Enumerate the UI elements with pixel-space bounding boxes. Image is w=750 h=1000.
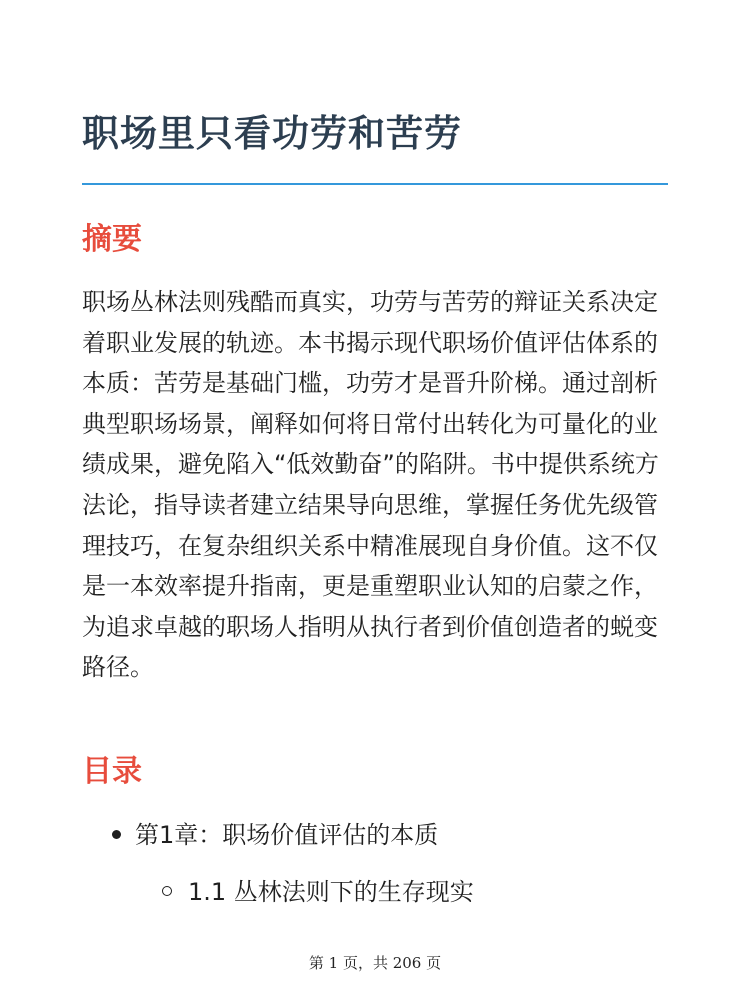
document-title: 职场里只看功劳和苦劳 xyxy=(82,112,462,155)
bullet-circle-icon xyxy=(162,886,172,896)
toc-heading: 目录 xyxy=(82,754,142,789)
abstract-text: 职场丛林法则残酷而真实，功劳与苦劳的辩证关系决定着职业发展的轨迹。本书揭示现代职场价值评估体系的本质：苦劳是基础门槛，功劳才是晋升阶梯。通过剖析典型职场场景，阐释如何将日常付出转化为可量化的业绩成果，避免陷入“低效勤奋”的陷阱。书中提供系统方法论，指导读者建立结果导向思维，掌握任务优先级管理技巧，在复杂组织关系中精准展现自身价值。这不仅是一本效率提升指南，更是重塑职业认知的启蒙之作，为追求卓越的职场人指明从执行者到价值创造者的蜕变路径。 xyxy=(82,288,659,682)
bullet-disc-icon xyxy=(112,830,121,839)
title-divider xyxy=(82,183,668,185)
page-number-footer: 第 1 页，共 206 页 xyxy=(308,954,442,972)
toc-item-section-1-1[interactable] xyxy=(162,877,474,907)
toc-item-label: 1.1 丛林法则下的生存现实 xyxy=(188,878,474,906)
toc-item-label: 第1章：职场价值评估的本质 xyxy=(135,821,439,849)
toc-item-chapter-1[interactable] xyxy=(112,820,438,850)
abstract-heading: 摘要 xyxy=(82,222,142,257)
